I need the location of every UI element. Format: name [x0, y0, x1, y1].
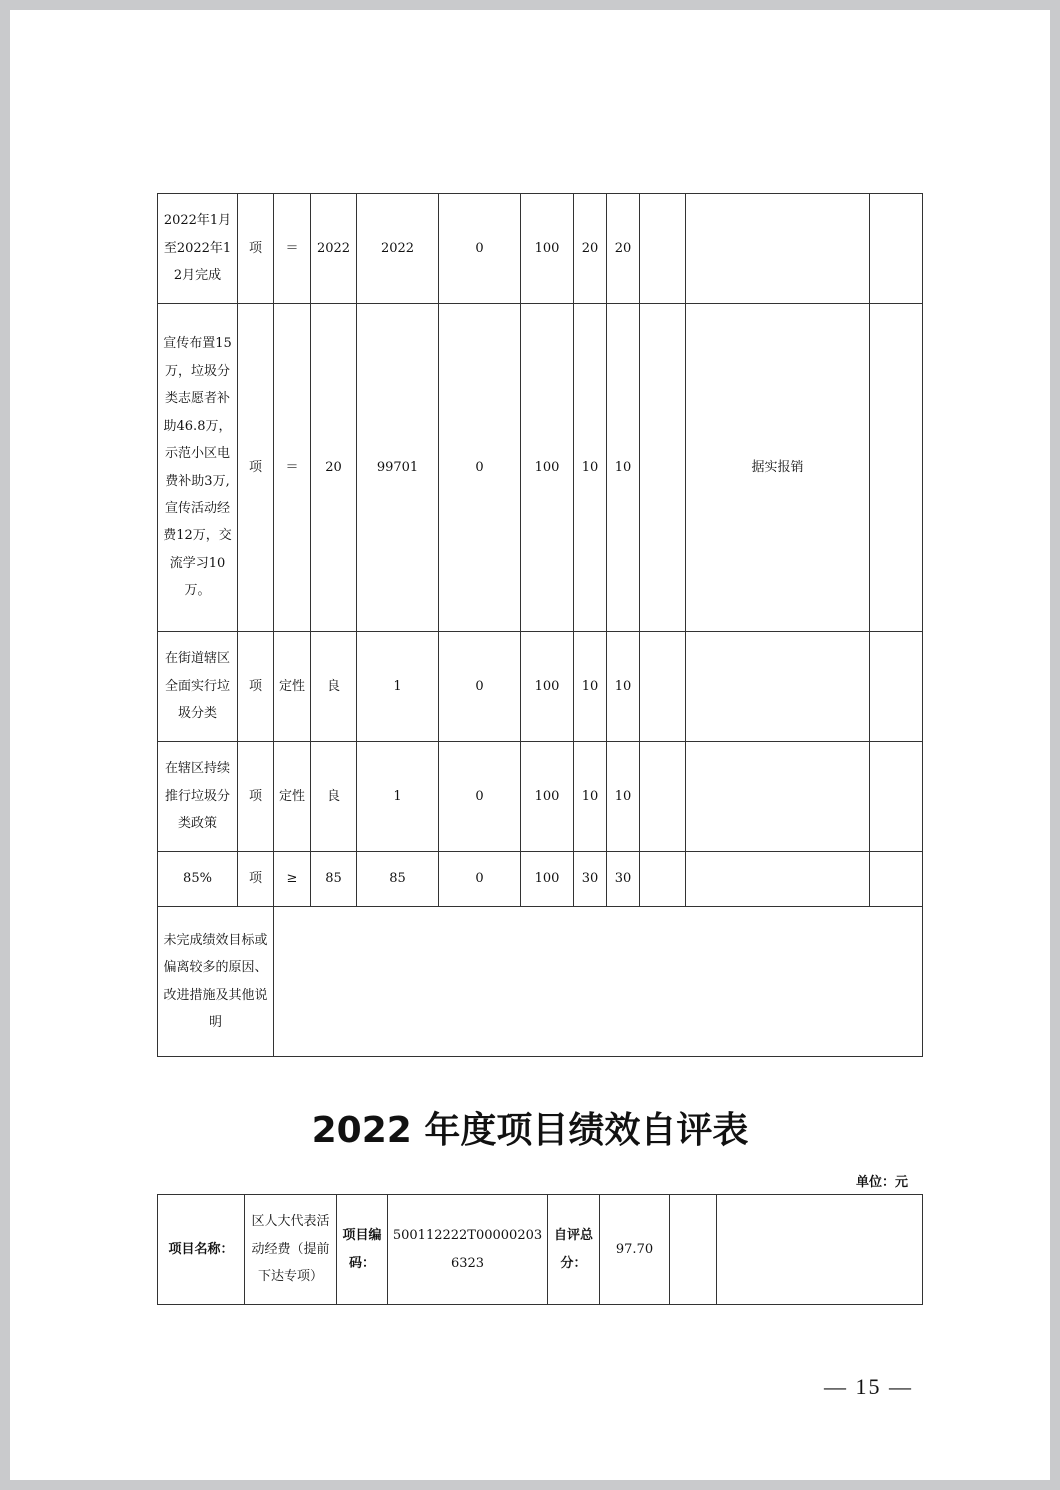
score-cell: 10 [574, 632, 607, 742]
operator-cell: ＝ [274, 304, 311, 632]
table-row [158, 194, 923, 304]
empty-cell [870, 194, 923, 304]
empty-cell [870, 632, 923, 742]
unit-cell: 项 [238, 304, 274, 632]
note-cell [686, 742, 870, 852]
value-cell: 100 [521, 632, 574, 742]
section-title: 2022 年度项目绩效自评表 [311, 1110, 749, 1151]
empty-cell [640, 304, 686, 632]
actual-cell: 99701 [357, 304, 439, 632]
project-name-label: 项目名称： [158, 1195, 245, 1305]
performance-indicator-table [157, 193, 923, 1057]
empty-cell [870, 742, 923, 852]
value-cell: 100 [521, 194, 574, 304]
target-cell: 85 [311, 852, 357, 907]
table-row [158, 632, 923, 742]
indicator-cell: 在街道辖区全面实行垃圾分类 [158, 632, 238, 742]
value-cell: 100 [521, 742, 574, 852]
value-cell: 0 [439, 742, 521, 852]
empty-cell [717, 1195, 923, 1305]
empty-cell [640, 194, 686, 304]
score-cell: 10 [607, 632, 640, 742]
value-cell: 0 [439, 304, 521, 632]
unit-cell: 项 [238, 194, 274, 304]
target-cell: 良 [311, 742, 357, 852]
empty-cell [640, 632, 686, 742]
indicator-cell: 2022年1月至2022年12月完成 [158, 194, 238, 304]
score-cell: 30 [607, 852, 640, 907]
project-name-value: 区人大代表活动经费（提前下达专项） [245, 1195, 337, 1305]
operator-cell: 定性 [274, 632, 311, 742]
table-row [158, 742, 923, 852]
score-cell: 20 [607, 194, 640, 304]
note-cell [686, 852, 870, 907]
note-cell [686, 632, 870, 742]
value-cell: 100 [521, 304, 574, 632]
target-cell: 20 [311, 304, 357, 632]
self-score-label: 自评总分： [548, 1195, 600, 1305]
score-cell: 10 [574, 304, 607, 632]
self-score-value: 97.70 [600, 1195, 670, 1305]
note-cell: 据实报销 [686, 304, 870, 632]
value-cell: 0 [439, 852, 521, 907]
empty-cell [870, 304, 923, 632]
value-cell: 0 [439, 632, 521, 742]
indicator-cell: 宣传布置15万，垃圾分类志愿者补助46.8万，示范小区电费补助3万,宣传活动经费12万，交流学习10万。 [158, 304, 238, 632]
table-row [158, 304, 923, 632]
actual-cell: 1 [357, 632, 439, 742]
empty-cell [640, 742, 686, 852]
indicator-cell: 在辖区持续推行垃圾分类政策 [158, 742, 238, 852]
unit-cell: 项 [238, 632, 274, 742]
indicator-cell: 85% [158, 852, 238, 907]
target-cell: 良 [311, 632, 357, 742]
project-header-table [157, 1194, 923, 1305]
project-code-label: 项目编码： [337, 1195, 388, 1305]
actual-cell: 1 [357, 742, 439, 852]
explanation-value [274, 907, 923, 1057]
unit-cell: 项 [238, 742, 274, 852]
operator-cell: ＝ [274, 194, 311, 304]
empty-cell [640, 852, 686, 907]
score-cell: 10 [607, 742, 640, 852]
unit-label: 单位：元 [856, 1175, 909, 1190]
score-cell: 10 [574, 742, 607, 852]
table-row [158, 852, 923, 907]
empty-cell [870, 852, 923, 907]
operator-cell: ≥ [274, 852, 311, 907]
value-cell: 100 [521, 852, 574, 907]
empty-cell [670, 1195, 717, 1305]
score-cell: 30 [574, 852, 607, 907]
actual-cell: 85 [357, 852, 439, 907]
target-cell: 2022 [311, 194, 357, 304]
table-row [158, 1195, 923, 1305]
operator-cell: 定性 [274, 742, 311, 852]
score-cell: 20 [574, 194, 607, 304]
explanation-row [158, 907, 923, 1057]
page-number: — 15 — [824, 1374, 913, 1399]
value-cell: 0 [439, 194, 521, 304]
unit-cell: 项 [238, 852, 274, 907]
actual-cell: 2022 [357, 194, 439, 304]
project-code-value: 500112222T000002036323 [388, 1195, 548, 1305]
explanation-label: 未完成绩效目标或偏离较多的原因、改进措施及其他说明 [158, 907, 274, 1057]
note-cell [686, 194, 870, 304]
score-cell: 10 [607, 304, 640, 632]
